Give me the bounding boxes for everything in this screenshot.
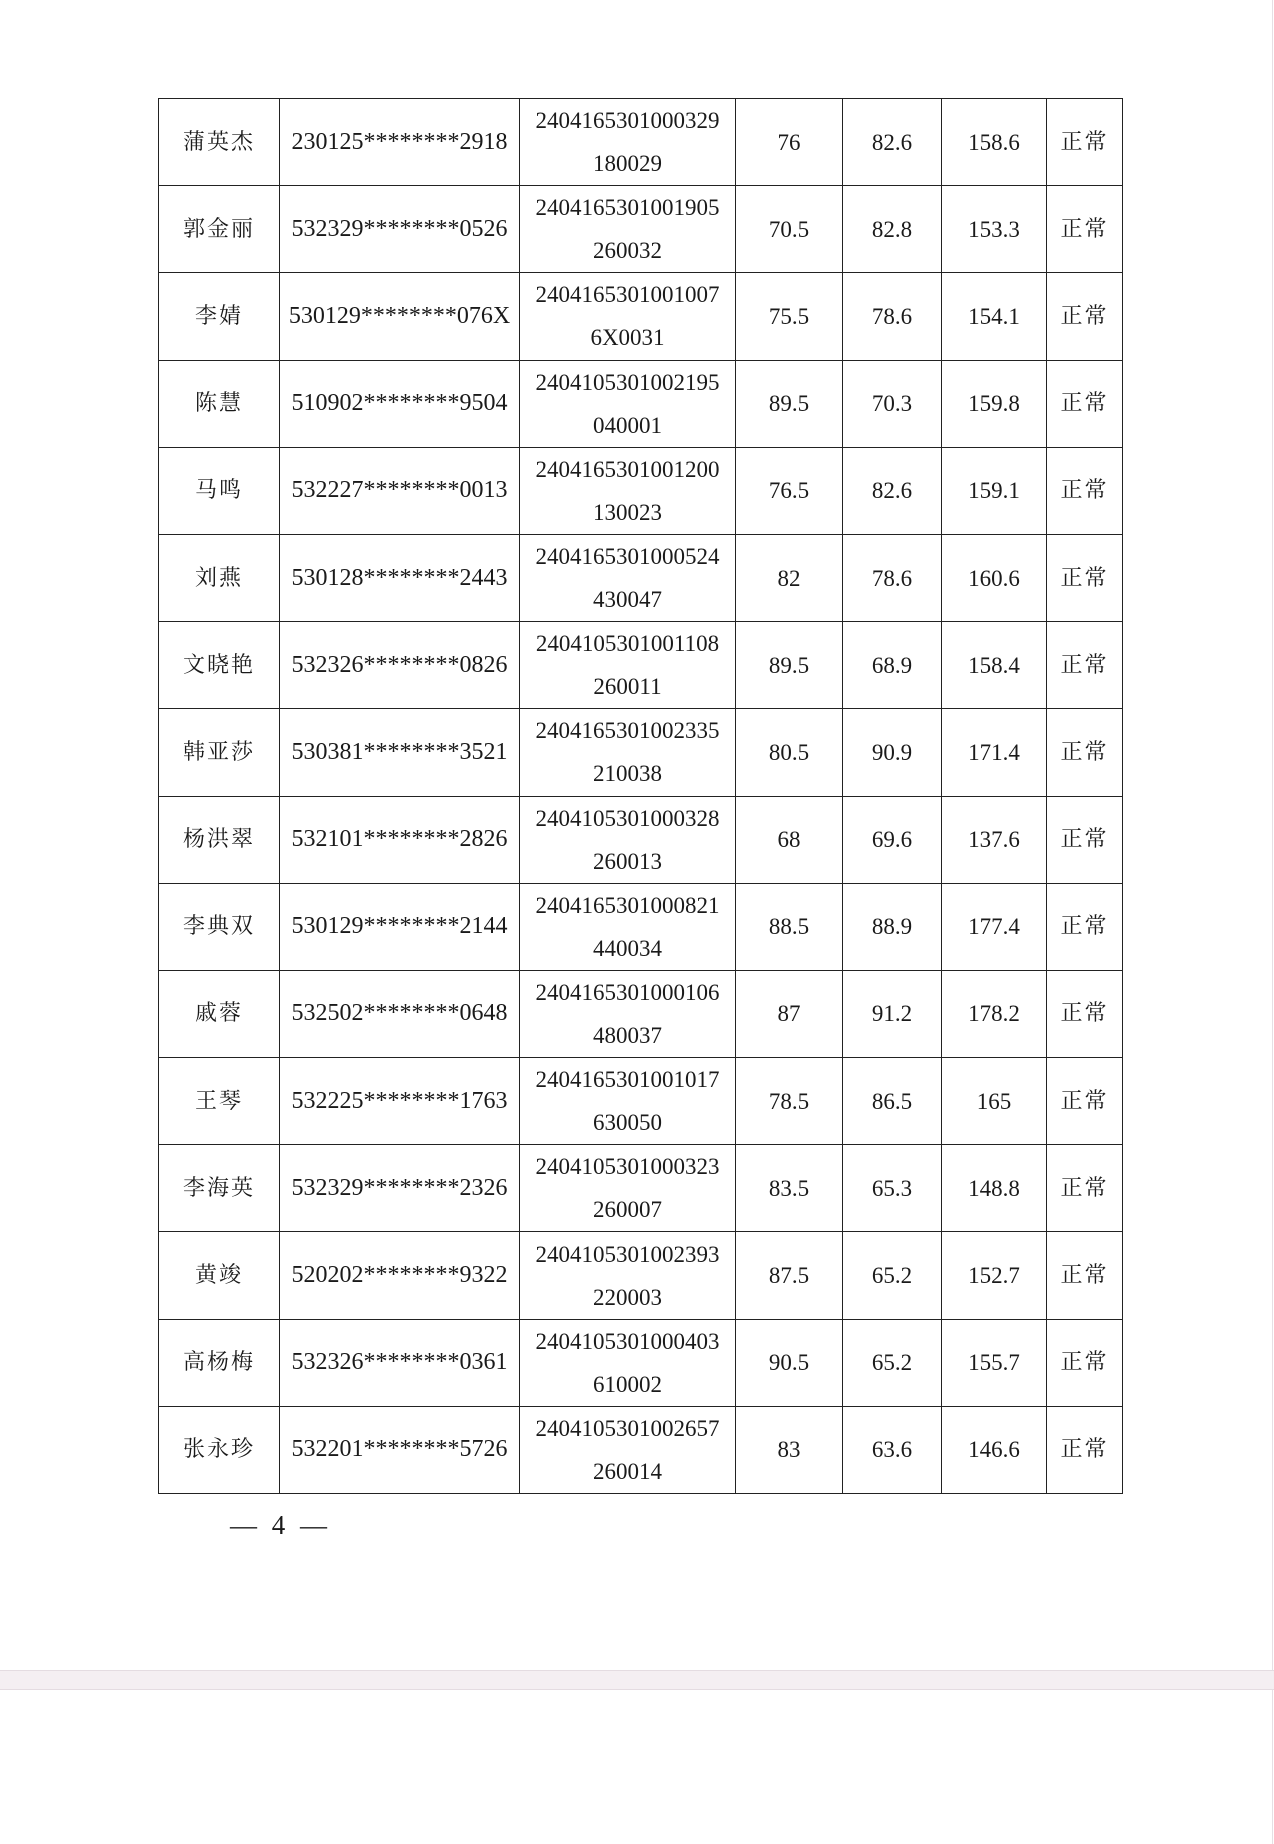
admission-ticket [520, 186, 736, 273]
ticket-line-2: 430047 [593, 587, 662, 613]
table-row [159, 1319, 1123, 1406]
written-score: 83 [736, 1406, 843, 1493]
total-score: 155.7 [942, 1319, 1047, 1406]
ticket-line-1: 2404165301001200 [535, 456, 720, 482]
ticket-line-1: 2404165301000329 [535, 108, 720, 134]
id-number: 530128********2443 [280, 534, 520, 621]
table-row [159, 360, 1123, 447]
candidate-name: 黄竣 [159, 1232, 280, 1319]
total-score: 137.6 [942, 796, 1047, 883]
ticket-line-2: 6X0031 [590, 325, 665, 351]
interview-score: 69.6 [843, 796, 942, 883]
id-number: 230125********2918 [280, 99, 520, 186]
written-score: 90.5 [736, 1319, 843, 1406]
ticket-line-2: 040001 [593, 412, 662, 438]
ticket-line-2: 260011 [593, 674, 662, 700]
table-row [159, 622, 1123, 709]
written-score: 76.5 [736, 447, 843, 534]
ticket-line-1: 2404165301000106 [535, 979, 720, 1005]
ticket-line-2: 220003 [593, 1284, 662, 1310]
admission-ticket [520, 1232, 736, 1319]
status: 正常 [1047, 1058, 1123, 1145]
total-score: 158.4 [942, 622, 1047, 709]
written-score: 83.5 [736, 1145, 843, 1232]
interview-score: 65.2 [843, 1232, 942, 1319]
candidate-name: 李海英 [159, 1145, 280, 1232]
ticket-line-1: 2404105301002657 [535, 1415, 720, 1441]
ticket-line-2: 260014 [593, 1458, 662, 1484]
candidate-name: 马鸣 [159, 447, 280, 534]
interview-score: 82.6 [843, 99, 942, 186]
table-row [159, 796, 1123, 883]
id-number: 530129********076X [280, 273, 520, 360]
interview-score: 68.9 [843, 622, 942, 709]
admission-ticket [520, 273, 736, 360]
id-number: 532329********0526 [280, 186, 520, 273]
table-row [159, 1058, 1123, 1145]
interview-score: 86.5 [843, 1058, 942, 1145]
candidate-name: 李典双 [159, 883, 280, 970]
status: 正常 [1047, 709, 1123, 796]
total-score: 153.3 [942, 186, 1047, 273]
status: 正常 [1047, 99, 1123, 186]
written-score: 70.5 [736, 186, 843, 273]
total-score: 152.7 [942, 1232, 1047, 1319]
ticket-line-1: 2404165301001905 [535, 195, 720, 221]
admission-ticket [520, 1058, 736, 1145]
ticket-line-1: 2404165301000524 [535, 544, 720, 570]
candidate-name: 戚蓉 [159, 970, 280, 1057]
status: 正常 [1047, 360, 1123, 447]
status: 正常 [1047, 273, 1123, 360]
candidate-name: 郭金丽 [159, 186, 280, 273]
status: 正常 [1047, 1145, 1123, 1232]
ticket-line-2: 260007 [593, 1197, 662, 1223]
id-number: 530129********2144 [280, 883, 520, 970]
status: 正常 [1047, 447, 1123, 534]
ticket-line-2: 260013 [593, 848, 662, 874]
written-score: 82 [736, 534, 843, 621]
id-number: 532502********0648 [280, 970, 520, 1057]
candidate-name: 高杨梅 [159, 1319, 280, 1406]
admission-ticket [520, 1145, 736, 1232]
admission-ticket [520, 360, 736, 447]
admission-ticket [520, 709, 736, 796]
admission-ticket [520, 970, 736, 1057]
candidate-name: 韩亚莎 [159, 709, 280, 796]
interview-score: 91.2 [843, 970, 942, 1057]
written-score: 75.5 [736, 273, 843, 360]
interview-score: 90.9 [843, 709, 942, 796]
admission-ticket [520, 534, 736, 621]
status: 正常 [1047, 1406, 1123, 1493]
total-score: 159.1 [942, 447, 1047, 534]
interview-score: 78.6 [843, 534, 942, 621]
status: 正常 [1047, 970, 1123, 1057]
ticket-line-2: 610002 [593, 1371, 662, 1397]
id-number: 532201********5726 [280, 1406, 520, 1493]
id-number: 532329********2326 [280, 1145, 520, 1232]
ticket-line-2: 180029 [593, 151, 662, 177]
ticket-line-2: 260032 [593, 238, 662, 264]
table-row [159, 970, 1123, 1057]
total-score: 146.6 [942, 1406, 1047, 1493]
page-number: — 4 — [230, 1510, 331, 1540]
total-score: 177.4 [942, 883, 1047, 970]
candidate-name: 王琴 [159, 1058, 280, 1145]
written-score: 76 [736, 99, 843, 186]
table-row [159, 883, 1123, 970]
interview-score: 78.6 [843, 273, 942, 360]
ticket-line-1: 2404105301000323 [535, 1154, 720, 1180]
id-number: 532326********0361 [280, 1319, 520, 1406]
page-separator [0, 1670, 1274, 1690]
ticket-line-1: 2404105301001108 [535, 631, 720, 657]
table-row [159, 709, 1123, 796]
total-score: 160.6 [942, 534, 1047, 621]
written-score: 88.5 [736, 883, 843, 970]
interview-score: 82.8 [843, 186, 942, 273]
table-row [159, 1145, 1123, 1232]
candidate-name: 李婧 [159, 273, 280, 360]
status: 正常 [1047, 534, 1123, 621]
interview-score: 82.6 [843, 447, 942, 534]
total-score: 159.8 [942, 360, 1047, 447]
ticket-line-1: 2404165301000821 [535, 892, 720, 918]
table-row [159, 1406, 1123, 1493]
ticket-line-2: 480037 [593, 1022, 662, 1048]
table-row [159, 534, 1123, 621]
ticket-line-1: 2404105301002393 [535, 1241, 720, 1267]
table-row [159, 273, 1123, 360]
candidate-name: 刘燕 [159, 534, 280, 621]
id-number: 532326********0826 [280, 622, 520, 709]
candidate-name: 杨洪翠 [159, 796, 280, 883]
admission-ticket [520, 99, 736, 186]
id-number: 510902********9504 [280, 360, 520, 447]
ticket-line-1: 2404165301001007 [535, 282, 720, 308]
next-page [0, 1690, 1273, 1844]
status: 正常 [1047, 1319, 1123, 1406]
written-score: 78.5 [736, 1058, 843, 1145]
ticket-line-1: 2404165301002335 [535, 718, 720, 744]
candidate-name: 陈慧 [159, 360, 280, 447]
status: 正常 [1047, 622, 1123, 709]
id-number: 532225********1763 [280, 1058, 520, 1145]
total-score: 158.6 [942, 99, 1047, 186]
total-score: 165 [942, 1058, 1047, 1145]
candidate-name: 蒲英杰 [159, 99, 280, 186]
id-number: 532101********2826 [280, 796, 520, 883]
id-number: 530381********3521 [280, 709, 520, 796]
status: 正常 [1047, 883, 1123, 970]
status: 正常 [1047, 796, 1123, 883]
ticket-line-1: 2404105301002195 [535, 369, 720, 395]
interview-score: 63.6 [843, 1406, 942, 1493]
written-score: 80.5 [736, 709, 843, 796]
table-row [159, 1232, 1123, 1319]
table-row [159, 447, 1123, 534]
written-score: 89.5 [736, 622, 843, 709]
candidate-name: 张永珍 [159, 1406, 280, 1493]
admission-ticket [520, 796, 736, 883]
admission-ticket [520, 447, 736, 534]
ticket-line-2: 630050 [593, 1110, 662, 1136]
admission-ticket [520, 1319, 736, 1406]
total-score: 178.2 [942, 970, 1047, 1057]
status: 正常 [1047, 1232, 1123, 1319]
total-score: 148.8 [942, 1145, 1047, 1232]
status: 正常 [1047, 186, 1123, 273]
total-score: 171.4 [942, 709, 1047, 796]
ticket-line-1: 2404105301000328 [535, 805, 720, 831]
admission-ticket [520, 1406, 736, 1493]
id-number: 532227********0013 [280, 447, 520, 534]
score-table-body [159, 99, 1123, 1494]
interview-score: 88.9 [843, 883, 942, 970]
interview-score: 65.3 [843, 1145, 942, 1232]
score-table [158, 98, 1123, 1494]
candidate-name: 文晓艳 [159, 622, 280, 709]
table-row [159, 99, 1123, 186]
ticket-line-1: 2404105301000403 [535, 1328, 720, 1354]
written-score: 87 [736, 970, 843, 1057]
written-score: 89.5 [736, 360, 843, 447]
ticket-line-2: 440034 [593, 935, 662, 961]
written-score: 68 [736, 796, 843, 883]
interview-score: 65.2 [843, 1319, 942, 1406]
ticket-line-2: 130023 [593, 499, 662, 525]
ticket-line-2: 210038 [593, 761, 662, 787]
ticket-line-1: 2404165301001017 [535, 1067, 720, 1093]
id-number: 520202********9322 [280, 1232, 520, 1319]
admission-ticket [520, 622, 736, 709]
written-score: 87.5 [736, 1232, 843, 1319]
interview-score: 70.3 [843, 360, 942, 447]
table-row [159, 186, 1123, 273]
admission-ticket [520, 883, 736, 970]
total-score: 154.1 [942, 273, 1047, 360]
